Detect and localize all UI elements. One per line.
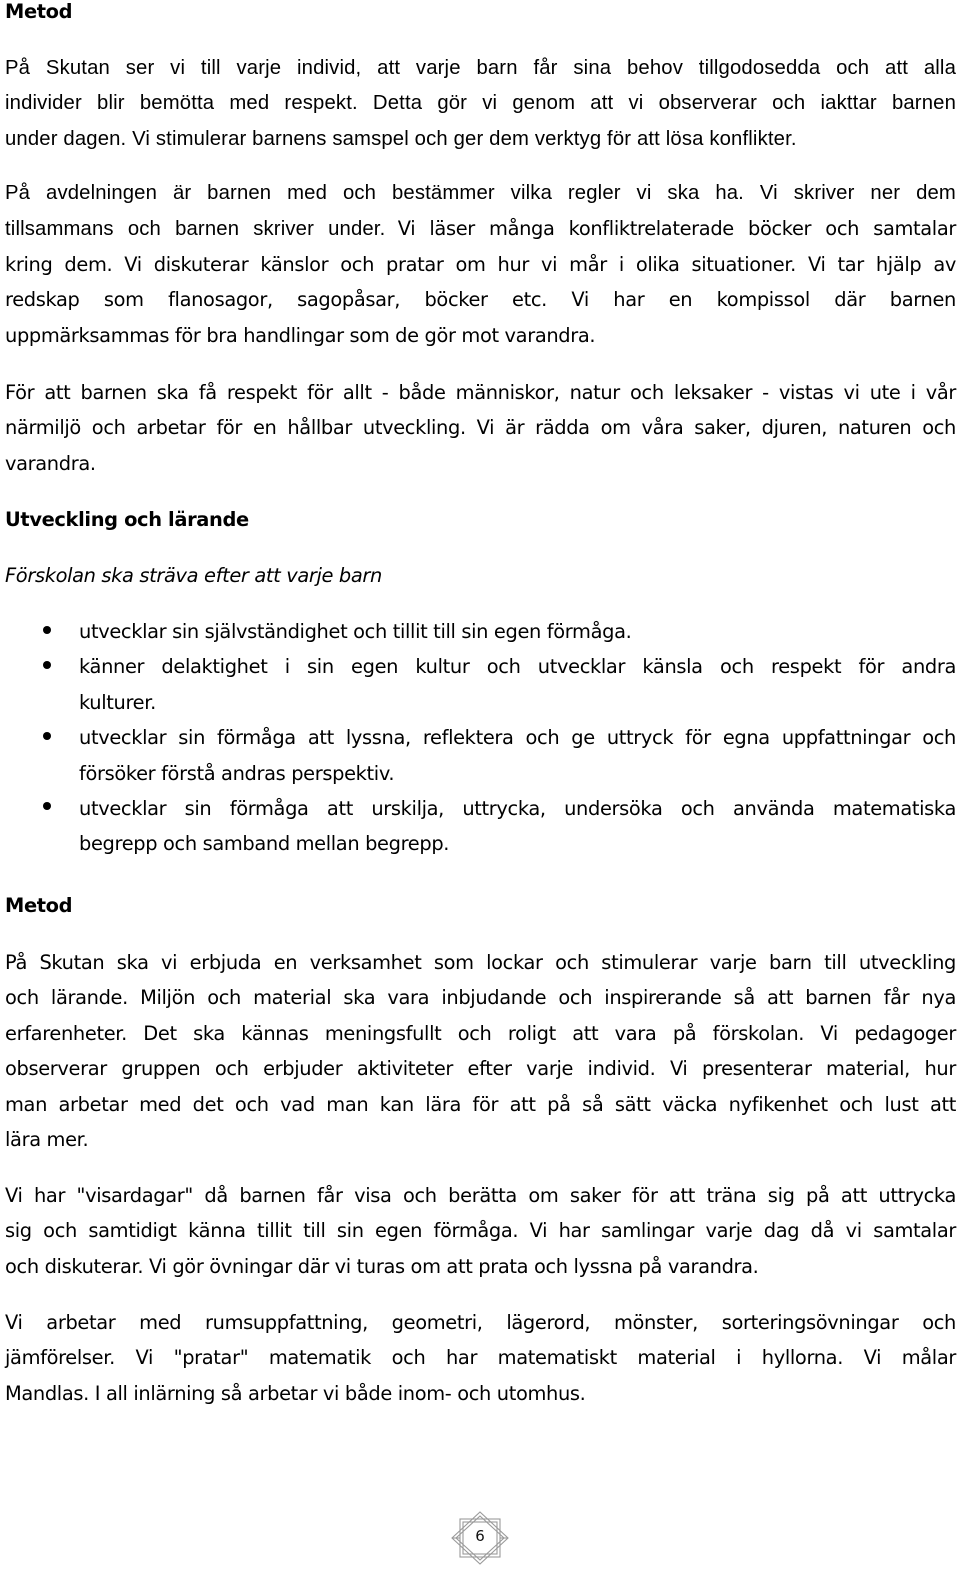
bullet-icon <box>43 626 51 634</box>
text-line: utvecklar sin självständighet och tillit till sin egen förmåga. <box>79 620 632 643</box>
text-line: försöker förstå andras perspektiv. <box>79 761 395 785</box>
text-line: uppmärksammas för bra handlingar som de gör mot varandra. <box>5 323 596 347</box>
text-line: lära mer. <box>5 1127 89 1151</box>
paragraph-respekt <box>5 375 956 481</box>
paragraph-visardagar <box>5 1178 956 1284</box>
paragraph-individ <box>5 51 956 157</box>
page-number: 6 <box>475 1527 485 1545</box>
text-line: På Skutan ska vi erbjuda en verksamhet som lockar och stimulerar varje barn till utveckling <box>5 951 956 974</box>
text-line: under dagen. Vi stimulerar barnens samspel och ger dem verktyg för att lösa konflikter. <box>5 127 797 150</box>
text-line: Mandlas. I all inlärning så arbetar vi både inom- och utomhus. <box>5 1381 586 1405</box>
list-item <box>5 720 956 791</box>
paragraph-matematik <box>5 1305 956 1411</box>
section-heading-utveckling: Utveckling och lärande <box>5 508 249 531</box>
text-line: observerar gruppen och erbjuder aktiviteter efter varje individ. Vi presenterar material, hur <box>5 1057 956 1081</box>
text-line: varandra. <box>5 451 96 475</box>
text-line: närmiljö och arbetar för en hållbar utveckling. Vi är rädda om våra saker, djuren, naturen och <box>5 416 956 440</box>
text-line: individer blir bemötta med respekt. Detta gör vi genom att vi observerar och iakttar barnen <box>5 92 956 115</box>
text-line: kring dem. Vi diskuterar känslor och pratar om hur vi mår i olika situationer. Vi tar hjälp av <box>5 252 956 276</box>
text-line: begrepp och samband mellan begrepp. <box>79 832 450 856</box>
section-heading-metod-1: Metod <box>5 0 73 23</box>
goals-intro: Förskolan ska sträva efter att varje barn <box>5 564 382 587</box>
text-fragment: Vi skriver ner dem <box>759 182 956 204</box>
bullet-icon <box>43 802 51 810</box>
text-line: redskap som flanosagor, sagopåsar, böcker etc. Vi har en kompissol där barnen <box>5 288 956 312</box>
text-line: kulturer. <box>79 690 156 714</box>
text-line: erfarenheter. Det ska kännas meningsfullt och roligt att vara på förskolan. Vi pedagoger <box>5 1021 956 1045</box>
list-item <box>5 649 956 720</box>
section-heading-metod-2: Metod <box>5 894 73 917</box>
text-line: På Skutan ser vi till varje individ, att varje barn får sina behov tillgodosedda och att alla <box>5 57 956 79</box>
text-line <box>5 176 956 211</box>
text-line: och diskuterar. Vi gör övningar där vi turas om att prata och lyssna på varandra. <box>5 1254 759 1278</box>
list-item <box>5 614 956 649</box>
text-fragment: På avdelningen är barnen med och bestämmer vilka regler vi ska ha. <box>5 182 744 204</box>
text-line: utvecklar sin förmåga att urskilja, uttrycka, undersöka och använda matematiska <box>79 796 956 820</box>
text-line: utvecklar sin förmåga att lyssna, reflektera och ge uttryck för egna uppfattningar och <box>79 726 956 750</box>
paragraph-regler <box>5 176 956 353</box>
list-item <box>5 791 956 862</box>
text-fragment: tillsammans och barnen skriver under. <box>5 218 386 241</box>
text-line <box>5 211 956 246</box>
bullet-icon <box>43 661 51 669</box>
text-line: och lärande. Miljön och material ska vara inbjudande och inspirerande så att barnen får nya <box>5 986 956 1010</box>
paragraph-verksamhet <box>5 945 956 1157</box>
page-number-badge <box>448 1510 512 1566</box>
text-line: Vi har "visardagar" då barnen får visa och berätta om saker för att träna sig på att uttrycka <box>5 1184 956 1207</box>
text-line: För att barnen ska få respekt för allt - både människor, natur och leksaker - vistas vi ute i vår <box>5 381 956 404</box>
text-line: man arbetar med det och vad man kan lära för att på så sätt väcka nyfikenhet och lust att <box>5 1092 956 1116</box>
bullet-icon <box>43 732 51 740</box>
text-line: sig och samtidigt känna tillit till sin egen förmåga. Vi har samlingar varje dag då vi samtalar <box>5 1219 956 1243</box>
goals-list <box>5 614 956 862</box>
text-fragment: Vi läser många konfliktrelaterade böcker och samtalar <box>397 217 957 241</box>
text-line: Vi arbetar med rumsuppfattning, geometri, lägerord, mönster, sorteringsövningar och <box>5 1311 956 1334</box>
text-line: jämförelser. Vi "pratar" matematik och har matematiskt material i hyllorna. Vi målar <box>5 1346 956 1370</box>
text-line: känner delaktighet i sin egen kultur och utvecklar känsla och respekt för andra <box>79 655 956 679</box>
